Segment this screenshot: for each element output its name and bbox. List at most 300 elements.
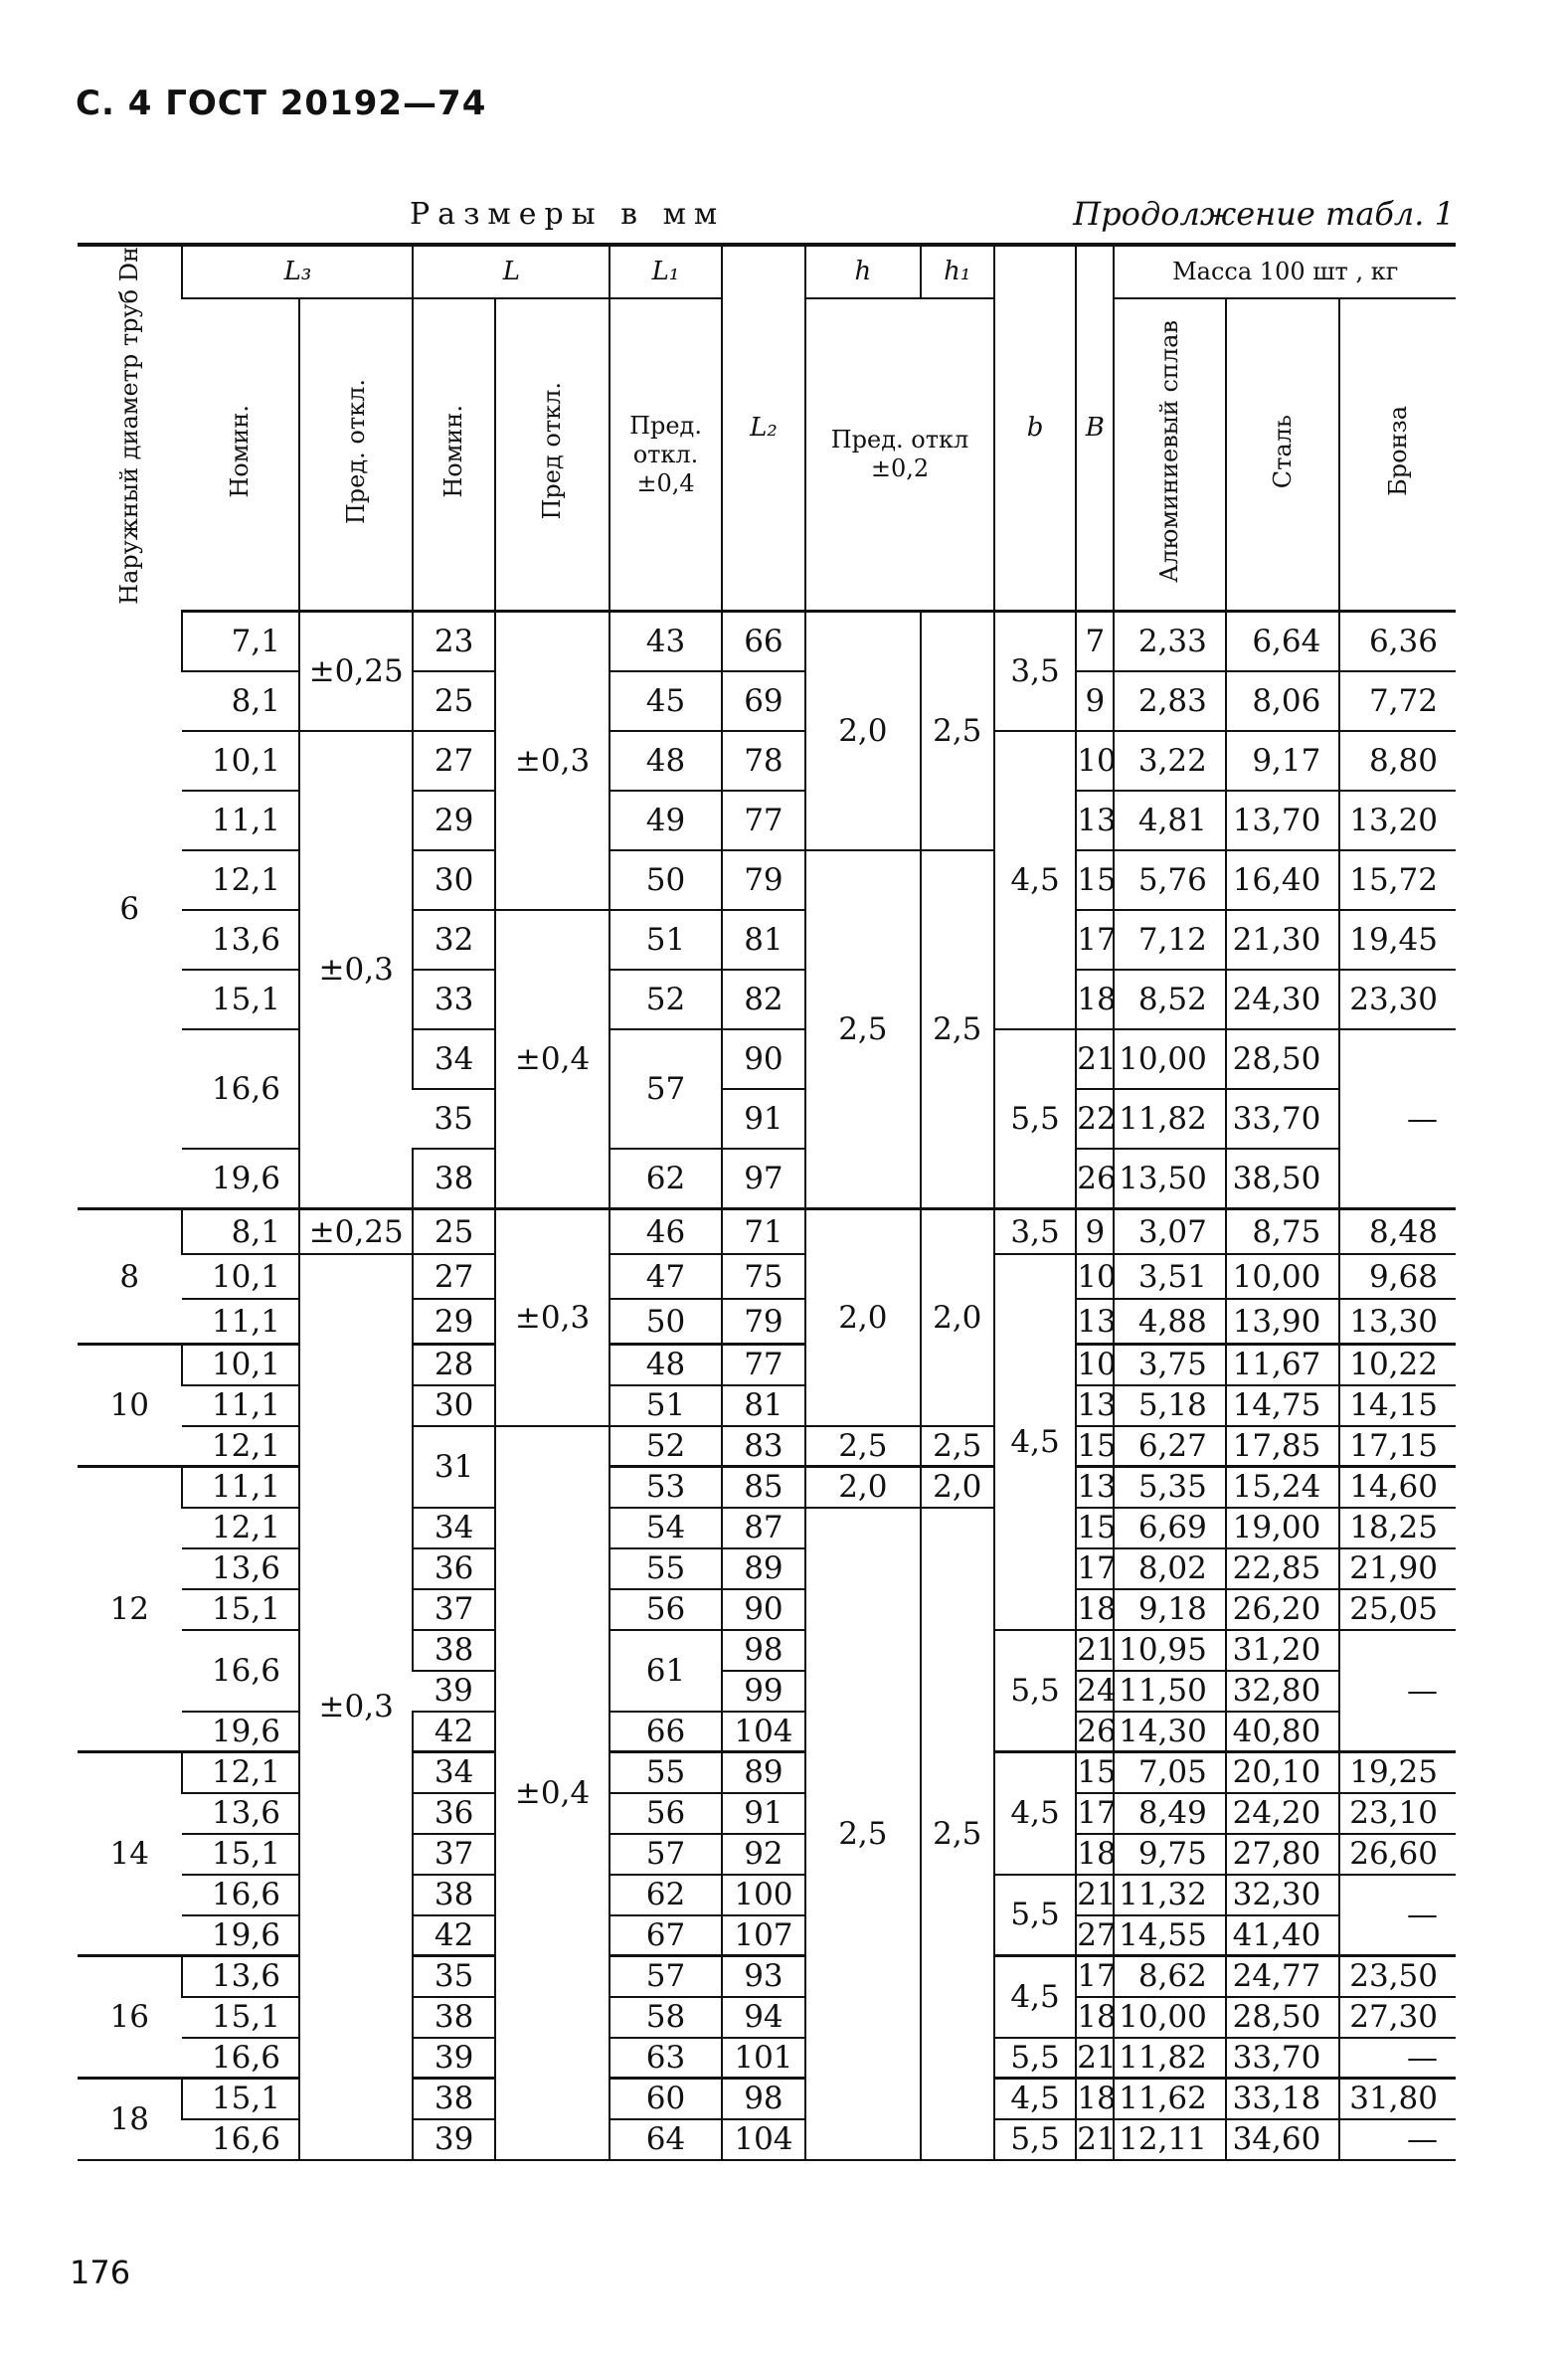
- cell-al: 14,55: [1114, 1915, 1225, 1956]
- cell-br: 8,80: [1339, 731, 1456, 791]
- cell-h1: 2,0: [921, 1467, 994, 1508]
- cell-l3: 12,1: [182, 850, 299, 910]
- col-outer-diameter: Наружный диаметр труб Dн: [78, 245, 182, 612]
- cell-l3: 16,6: [182, 2038, 299, 2079]
- cell-br: 23,30: [1339, 970, 1456, 1029]
- cell-l2: 90: [722, 1029, 805, 1089]
- cell-br: 14,60: [1339, 1467, 1456, 1508]
- cell-al: 12,11: [1114, 2119, 1225, 2160]
- cell-b: 5,5: [994, 1630, 1076, 1752]
- cell-st: 32,80: [1226, 1671, 1339, 1712]
- cell-l: 32: [413, 910, 494, 970]
- cell-l1: 61: [610, 1630, 721, 1712]
- table-row: [78, 1254, 1456, 1299]
- cell-l: 30: [413, 850, 494, 910]
- cell-B: 15: [1076, 1426, 1114, 1467]
- cell-br: 10,22: [1339, 1345, 1456, 1385]
- cell-l3: 16,6: [182, 1029, 299, 1149]
- cell-l: 29: [413, 1299, 494, 1345]
- cell-l1: 60: [610, 2079, 721, 2119]
- cell-l: 42: [413, 1712, 494, 1752]
- cell-st: 22,85: [1226, 1548, 1339, 1589]
- cell-l3: 11,1: [182, 1385, 299, 1426]
- table-row: [78, 1345, 1456, 1385]
- cell-st: 33,70: [1226, 1089, 1339, 1149]
- cell-al: 11,62: [1114, 2079, 1225, 2119]
- table-row: [78, 1630, 1456, 1671]
- cell-B: 13: [1076, 1467, 1114, 1508]
- cell-br: 26,60: [1339, 1834, 1456, 1875]
- col-group-mass: Масса 100 шт , кг: [1114, 245, 1456, 298]
- cell-l3: 12,1: [182, 1508, 299, 1548]
- cell-l1: 51: [610, 1385, 721, 1426]
- cell-B: 15: [1076, 850, 1114, 910]
- cell-st: 8,06: [1226, 671, 1339, 731]
- table-row: [78, 1385, 1456, 1426]
- cell-al: 4,88: [1114, 1299, 1225, 1345]
- cell-l2: 100: [722, 1875, 805, 1915]
- cell-l2: 99: [722, 1671, 805, 1712]
- cell-al: 8,52: [1114, 970, 1225, 1029]
- cell-l1: 48: [610, 1345, 721, 1385]
- cell-dn: 12: [78, 1467, 182, 1752]
- cell-al: 7,12: [1114, 910, 1225, 970]
- cell-br: —: [1339, 1875, 1456, 1956]
- cell-st: 33,70: [1226, 2038, 1339, 2079]
- cell-l3: 12,1: [182, 1752, 299, 1793]
- col-l1-deviation: Пред. откл. ±0,4: [610, 298, 721, 612]
- cell-B: 21: [1076, 2119, 1114, 2160]
- table-row: [78, 731, 1456, 791]
- cell-l1: 62: [610, 1149, 721, 1209]
- table-body: [78, 612, 1456, 2160]
- cell-b: 4,5: [994, 1752, 1076, 1875]
- table-row: [78, 1997, 1456, 2038]
- cell-al: 9,18: [1114, 1589, 1225, 1630]
- cell-l3: 11,1: [182, 1467, 299, 1508]
- cell-br: 27,30: [1339, 1997, 1456, 2038]
- cell-al: 11,32: [1114, 1875, 1225, 1915]
- cell-st: 19,00: [1226, 1508, 1339, 1548]
- cell-st: 26,20: [1226, 1589, 1339, 1630]
- table-row: [78, 1589, 1456, 1630]
- cell-al: 8,02: [1114, 1548, 1225, 1589]
- cell-B: 18: [1076, 970, 1114, 1029]
- cell-B: 26: [1076, 1149, 1114, 1209]
- cell-l: 27: [413, 1254, 494, 1299]
- table-row: [78, 1834, 1456, 1875]
- cell-br: 23,10: [1339, 1793, 1456, 1834]
- cell-st: 13,70: [1226, 791, 1339, 850]
- cell-l2: 94: [722, 1997, 805, 2038]
- cell-br: 9,68: [1339, 1254, 1456, 1299]
- cell-br: —: [1339, 1630, 1456, 1752]
- cell-al: 11,82: [1114, 1089, 1225, 1149]
- cell-l1: 67: [610, 1915, 721, 1956]
- table-continuation-caption: Продолжение табл. 1: [1073, 195, 1455, 233]
- page-number: 176: [70, 2254, 131, 2291]
- cell-al: 11,82: [1114, 2038, 1225, 2079]
- cell-st: 31,20: [1226, 1630, 1339, 1671]
- cell-st: 33,18: [1226, 2079, 1339, 2119]
- cell-h: 2,0: [805, 1467, 920, 1508]
- cell-l3: 16,6: [182, 1875, 299, 1915]
- cell-st: 8,75: [1226, 1209, 1339, 1255]
- cell-l1: 48: [610, 731, 721, 791]
- col-B: B: [1076, 245, 1114, 612]
- cell-l3: 19,6: [182, 1915, 299, 1956]
- cell-l2: 69: [722, 671, 805, 731]
- cell-ldev: ±0,3: [495, 612, 610, 911]
- cell-l: 38: [413, 2079, 494, 2119]
- cell-l1: 47: [610, 1254, 721, 1299]
- cell-br: 6,36: [1339, 612, 1456, 672]
- cell-st: 10,00: [1226, 1254, 1339, 1299]
- cell-st: 6,64: [1226, 612, 1339, 672]
- cell-br: —: [1339, 2038, 1456, 2079]
- col-b: b: [994, 245, 1076, 612]
- cell-l2: 101: [722, 2038, 805, 2079]
- cell-br: 25,05: [1339, 1589, 1456, 1630]
- table-row: [78, 1149, 1456, 1209]
- cell-l: 35: [413, 1956, 494, 1997]
- col-mass-bronze: Бронза: [1339, 298, 1456, 612]
- cell-h1: 2,5: [921, 612, 994, 851]
- cell-al: 10,00: [1114, 1029, 1225, 1089]
- cell-l3: 7,1: [182, 612, 299, 672]
- page-header: С. 4 ГОСТ 20192—74: [76, 84, 487, 123]
- col-l2: L₂: [722, 245, 805, 612]
- cell-st: 17,85: [1226, 1426, 1339, 1467]
- cell-l3: 16,6: [182, 2119, 299, 2160]
- cell-l: 39: [413, 2038, 494, 2079]
- col-mass-aluminium: Алюминиевый сплав: [1114, 298, 1225, 612]
- cell-l2: 98: [722, 1630, 805, 1671]
- cell-h: 2,5: [805, 1426, 920, 1467]
- col-group-l: L: [413, 245, 610, 298]
- cell-B: 17: [1076, 1548, 1114, 1589]
- cell-al: 10,95: [1114, 1630, 1225, 1671]
- cell-br: 17,15: [1339, 1426, 1456, 1467]
- cell-al: 13,50: [1114, 1149, 1225, 1209]
- cell-al: 3,07: [1114, 1209, 1225, 1255]
- col-l-deviation: Пред откл.: [495, 298, 610, 612]
- cell-st: 28,50: [1226, 1997, 1339, 2038]
- cell-b: 4,5: [994, 731, 1076, 1029]
- cell-l2: 85: [722, 1467, 805, 1508]
- cell-br: —: [1339, 2119, 1456, 2160]
- cell-b: 5,5: [994, 1875, 1076, 1956]
- cell-l3: 13,6: [182, 1548, 299, 1589]
- cell-h1: 2,5: [921, 850, 994, 1209]
- col-group-h1: h₁: [921, 245, 994, 298]
- cell-b: 5,5: [994, 1029, 1076, 1209]
- cell-br: 13,30: [1339, 1299, 1456, 1345]
- cell-al: 6,27: [1114, 1426, 1225, 1467]
- cell-l2: 71: [722, 1209, 805, 1255]
- col-l3-nominal: Номин.: [182, 298, 299, 612]
- cell-b: 3,5: [994, 612, 1076, 732]
- cell-h: 2,5: [805, 850, 920, 1209]
- cell-h: 2,0: [805, 1209, 920, 1426]
- cell-B: 21: [1076, 1875, 1114, 1915]
- cell-l3: 13,6: [182, 910, 299, 970]
- cell-l3: 11,1: [182, 1299, 299, 1345]
- cell-l: 35: [413, 1089, 494, 1149]
- table-row: [78, 2038, 1456, 2079]
- cell-br: 18,25: [1339, 1508, 1456, 1548]
- cell-l2: 83: [722, 1426, 805, 1467]
- cell-st: 15,24: [1226, 1467, 1339, 1508]
- cell-l1: 55: [610, 1752, 721, 1793]
- cell-al: 10,00: [1114, 1997, 1225, 2038]
- cell-h1: 2,5: [921, 1426, 994, 1467]
- cell-st: 40,80: [1226, 1712, 1339, 1752]
- table-row: [78, 1712, 1456, 1752]
- cell-al: 5,76: [1114, 850, 1225, 910]
- table-row: [78, 791, 1456, 850]
- cell-l2: 77: [722, 1345, 805, 1385]
- cell-st: 11,67: [1226, 1345, 1339, 1385]
- cell-l: 37: [413, 1834, 494, 1875]
- cell-l2: 75: [722, 1254, 805, 1299]
- cell-l: 34: [413, 1508, 494, 1548]
- col-h-deviation: Пред. откл ±0,2: [805, 298, 994, 612]
- cell-B: 13: [1076, 1385, 1114, 1426]
- cell-l: 38: [413, 1997, 494, 2038]
- cell-l2: 81: [722, 910, 805, 970]
- table-row: [78, 970, 1456, 1029]
- cell-B: 9: [1076, 671, 1114, 731]
- cell-al: 2,83: [1114, 671, 1225, 731]
- cell-l: 38: [413, 1630, 494, 1671]
- cell-l3: 11,1: [182, 791, 299, 850]
- cell-l1: 57: [610, 1029, 721, 1149]
- cell-B: 21: [1076, 2038, 1114, 2079]
- cell-l1: 56: [610, 1589, 721, 1630]
- cell-br: 31,80: [1339, 2079, 1456, 2119]
- cell-st: 24,20: [1226, 1793, 1339, 1834]
- cell-dn: 8: [78, 1209, 182, 1345]
- cell-al: 8,49: [1114, 1793, 1225, 1834]
- cell-al: 4,81: [1114, 791, 1225, 850]
- cell-b: 3,5: [994, 1209, 1076, 1255]
- cell-l2: 107: [722, 1915, 805, 1956]
- cell-l1: 63: [610, 2038, 721, 2079]
- cell-al: 3,75: [1114, 1345, 1225, 1385]
- cell-l1: 52: [610, 970, 721, 1029]
- table-row: [78, 850, 1456, 910]
- cell-l1: 50: [610, 850, 721, 910]
- cell-l: 39: [413, 1671, 494, 1712]
- cell-b: 5,5: [994, 2038, 1076, 2079]
- cell-st: 38,50: [1226, 1149, 1339, 1209]
- cell-st: 24,77: [1226, 1956, 1339, 1997]
- cell-br: 15,72: [1339, 850, 1456, 910]
- cell-al: 14,30: [1114, 1712, 1225, 1752]
- cell-l2: 87: [722, 1508, 805, 1548]
- cell-br: 19,25: [1339, 1752, 1456, 1793]
- cell-l2: 79: [722, 850, 805, 910]
- cell-l3: 10,1: [182, 731, 299, 791]
- cell-l3dev: ±0,25: [299, 612, 414, 732]
- table-row: [78, 612, 1456, 672]
- cell-l1: 50: [610, 1299, 721, 1345]
- cell-l: 34: [413, 1752, 494, 1793]
- cell-B: 27: [1076, 1915, 1114, 1956]
- cell-l2: 90: [722, 1589, 805, 1630]
- cell-l1: 62: [610, 1875, 721, 1915]
- cell-al: 2,33: [1114, 612, 1225, 672]
- table-row: [78, 1508, 1456, 1548]
- cell-l1: 52: [610, 1426, 721, 1467]
- cell-st: 41,40: [1226, 1915, 1339, 1956]
- cell-l: 42: [413, 1915, 494, 1956]
- cell-l2: 89: [722, 1752, 805, 1793]
- cell-st: 32,30: [1226, 1875, 1339, 1915]
- cell-st: 24,30: [1226, 970, 1339, 1029]
- cell-B: 10: [1076, 1345, 1114, 1385]
- cell-l3: 13,6: [182, 1793, 299, 1834]
- cell-l1: 46: [610, 1209, 721, 1255]
- cell-B: 15: [1076, 1752, 1114, 1793]
- cell-l3: 16,6: [182, 1630, 299, 1712]
- cell-st: 9,17: [1226, 731, 1339, 791]
- table-row: [78, 1467, 1456, 1508]
- cell-l1: 66: [610, 1712, 721, 1752]
- cell-dn: 6: [78, 612, 182, 1209]
- table-row: [78, 2119, 1456, 2160]
- cell-l3: 8,1: [182, 1209, 299, 1255]
- cell-l: 27: [413, 731, 494, 791]
- cell-l3: 12,1: [182, 1426, 299, 1467]
- cell-l2: 92: [722, 1834, 805, 1875]
- cell-br: 19,45: [1339, 910, 1456, 970]
- cell-b: 4,5: [994, 2079, 1076, 2119]
- cell-al: 7,05: [1114, 1752, 1225, 1793]
- cell-l3: 15,1: [182, 1834, 299, 1875]
- cell-l: 31: [413, 1426, 494, 1508]
- cell-b: 4,5: [994, 1254, 1076, 1630]
- cell-l: 23: [413, 612, 494, 672]
- cell-B: 17: [1076, 1956, 1114, 1997]
- cell-l1: 56: [610, 1793, 721, 1834]
- cell-B: 22: [1076, 1089, 1114, 1149]
- cell-h: 2,5: [805, 1508, 920, 2160]
- table-row: [78, 1426, 1456, 1467]
- cell-l1: 57: [610, 1956, 721, 1997]
- cell-l: 39: [413, 2119, 494, 2160]
- table-row: [78, 1915, 1456, 1956]
- cell-l2: 77: [722, 791, 805, 850]
- cell-b: 5,5: [994, 2119, 1076, 2160]
- cell-l: 38: [413, 1875, 494, 1915]
- cell-l1: 51: [610, 910, 721, 970]
- table-row: [78, 2079, 1456, 2119]
- cell-l1: 45: [610, 671, 721, 731]
- units-caption: Размеры в мм: [410, 197, 726, 232]
- cell-l3dev: ±0,3: [299, 731, 414, 1209]
- cell-l3: 15,1: [182, 1589, 299, 1630]
- cell-l1: 53: [610, 1467, 721, 1508]
- table-row: [78, 1029, 1456, 1089]
- cell-dn: 14: [78, 1752, 182, 1956]
- col-mass-steel: Сталь: [1226, 298, 1339, 612]
- cell-br: 21,90: [1339, 1548, 1456, 1589]
- cell-l: 29: [413, 791, 494, 850]
- cell-B: 13: [1076, 1299, 1114, 1345]
- cell-b: 4,5: [994, 1956, 1076, 2038]
- col-l-nominal: Номин.: [413, 298, 494, 612]
- cell-B: 18: [1076, 1834, 1114, 1875]
- cell-l: 28: [413, 1345, 494, 1385]
- col-group-l1: L₁: [610, 245, 721, 298]
- cell-br: 8,48: [1339, 1209, 1456, 1255]
- cell-l1: 54: [610, 1508, 721, 1548]
- cell-l2: 91: [722, 1089, 805, 1149]
- cell-ldev: ±0,4: [495, 910, 610, 1209]
- cell-dn: 16: [78, 1956, 182, 2079]
- cell-l: 36: [413, 1793, 494, 1834]
- cell-l2: 97: [722, 1149, 805, 1209]
- cell-l2: 82: [722, 970, 805, 1029]
- cell-br: 23,50: [1339, 1956, 1456, 1997]
- cell-dn: 18: [78, 2079, 182, 2160]
- table-row: [78, 1875, 1456, 1915]
- table-row: [78, 1752, 1456, 1793]
- cell-h: 2,0: [805, 612, 920, 851]
- table-row: [78, 1793, 1456, 1834]
- cell-al: 8,62: [1114, 1956, 1225, 1997]
- cell-al: 11,50: [1114, 1671, 1225, 1712]
- cell-B: 17: [1076, 1793, 1114, 1834]
- cell-l2: 93: [722, 1956, 805, 1997]
- cell-l3dev: ±0,25: [299, 1209, 414, 1255]
- cell-al: 5,18: [1114, 1385, 1225, 1426]
- cell-l2: 91: [722, 1793, 805, 1834]
- cell-l3: 13,6: [182, 1956, 299, 1997]
- cell-l1: 43: [610, 612, 721, 672]
- cell-l: 36: [413, 1548, 494, 1589]
- cell-l3dev: ±0,3: [299, 1254, 414, 2160]
- cell-h1: 2,0: [921, 1209, 994, 1426]
- cell-ldev: ±0,3: [495, 1209, 610, 1426]
- cell-l1: 64: [610, 2119, 721, 2160]
- cell-st: 20,10: [1226, 1752, 1339, 1793]
- cell-B: 10: [1076, 1254, 1114, 1299]
- cell-l3: 19,6: [182, 1712, 299, 1752]
- cell-l3: 15,1: [182, 970, 299, 1029]
- col-group-l3: L₃: [182, 245, 413, 298]
- cell-l2: 79: [722, 1299, 805, 1345]
- cell-B: 21: [1076, 1630, 1114, 1671]
- cell-st: 34,60: [1226, 2119, 1339, 2160]
- cell-B: 9: [1076, 1209, 1114, 1255]
- col-l3-deviation: Пред. откл.: [299, 298, 414, 612]
- cell-B: 24: [1076, 1671, 1114, 1712]
- cell-l: 38: [413, 1149, 494, 1209]
- cell-B: 18: [1076, 1589, 1114, 1630]
- cell-br: 14,15: [1339, 1385, 1456, 1426]
- cell-l3: 8,1: [182, 671, 299, 731]
- table-row: [78, 1299, 1456, 1345]
- table-row: [78, 671, 1456, 731]
- cell-l: 34: [413, 1029, 494, 1089]
- cell-al: 6,69: [1114, 1508, 1225, 1548]
- cell-l2: 104: [722, 1712, 805, 1752]
- cell-B: 26: [1076, 1712, 1114, 1752]
- cell-l: 37: [413, 1589, 494, 1630]
